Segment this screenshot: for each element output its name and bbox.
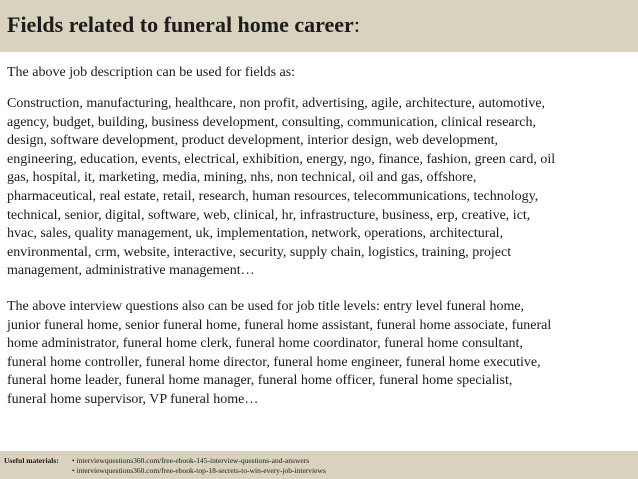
fields-line: Construction, manufacturing, healthcare, non profit, advertising, agile, architecture, automotive,	[7, 96, 546, 111]
fields-paragraph	[7, 95, 633, 281]
footer-link-ebook-18-secrets[interactable]: • interviewquestions360.com/free-ebook-top-18-secrets-to-win-every-job-interviews	[72, 466, 326, 475]
slide-title	[7, 12, 360, 38]
slide-title-text: Fields related to funeral home career	[7, 12, 354, 37]
fields-line: pharmaceutical, real estate, retail, research, human resources, telecommunications, technology,	[7, 188, 539, 204]
levels-line: funeral home supervisor, VP funeral home…	[7, 391, 259, 407]
footer-link-ebook-145-questions[interactable]: • interviewquestions360.com/free-ebook-145-interview-questions-and-answers	[72, 456, 310, 465]
levels-line: funeral home controller, funeral home director, funeral home engineer, funeral home executive,	[7, 354, 541, 370]
slide-title-colon: :	[353, 12, 360, 37]
fields-line: design, software development, product development, interior design, web development,	[7, 133, 499, 149]
fields-line: technical, senior, digital, software, web, clinical, hr, infrastructure, business, erp, creative, ict,	[7, 207, 531, 223]
job-levels-paragraph	[7, 298, 633, 410]
levels-line: junior funeral home, senior funeral home, funeral home assistant, funeral home associate, funeral	[7, 317, 552, 333]
useful-materials-label: Useful materials:	[4, 456, 59, 465]
levels-line: funeral home leader, funeral home manager, funeral home officer, funeral home specialist,	[7, 373, 513, 389]
fields-line: agency, budget, building, business development, consulting, communication, clinical research,	[7, 114, 537, 130]
fields-line: engineering, education, events, electrical, exhibition, energy, ngo, finance, fashion, green card, oil	[7, 151, 556, 167]
intro-text: The above job description can be used for fields as:	[7, 65, 296, 80]
fields-line: gas, hospital, it, marketing, media, mining, nhs, non technical, oil and gas, offshore,	[7, 170, 477, 186]
levels-line: home administrator, funeral home clerk, funeral home coordinator, funeral home consultant,	[7, 336, 523, 352]
fields-line: management, administrative management…	[7, 263, 255, 279]
levels-line: The above interview questions also can be used for job title levels: entry level funeral home,	[7, 299, 525, 314]
fields-line: hvac, sales, quality management, uk, implementation, network, operations, architectural,	[7, 226, 504, 242]
fields-line: environmental, crm, website, interactive, security, supply chain, logistics, training, project	[7, 244, 512, 260]
